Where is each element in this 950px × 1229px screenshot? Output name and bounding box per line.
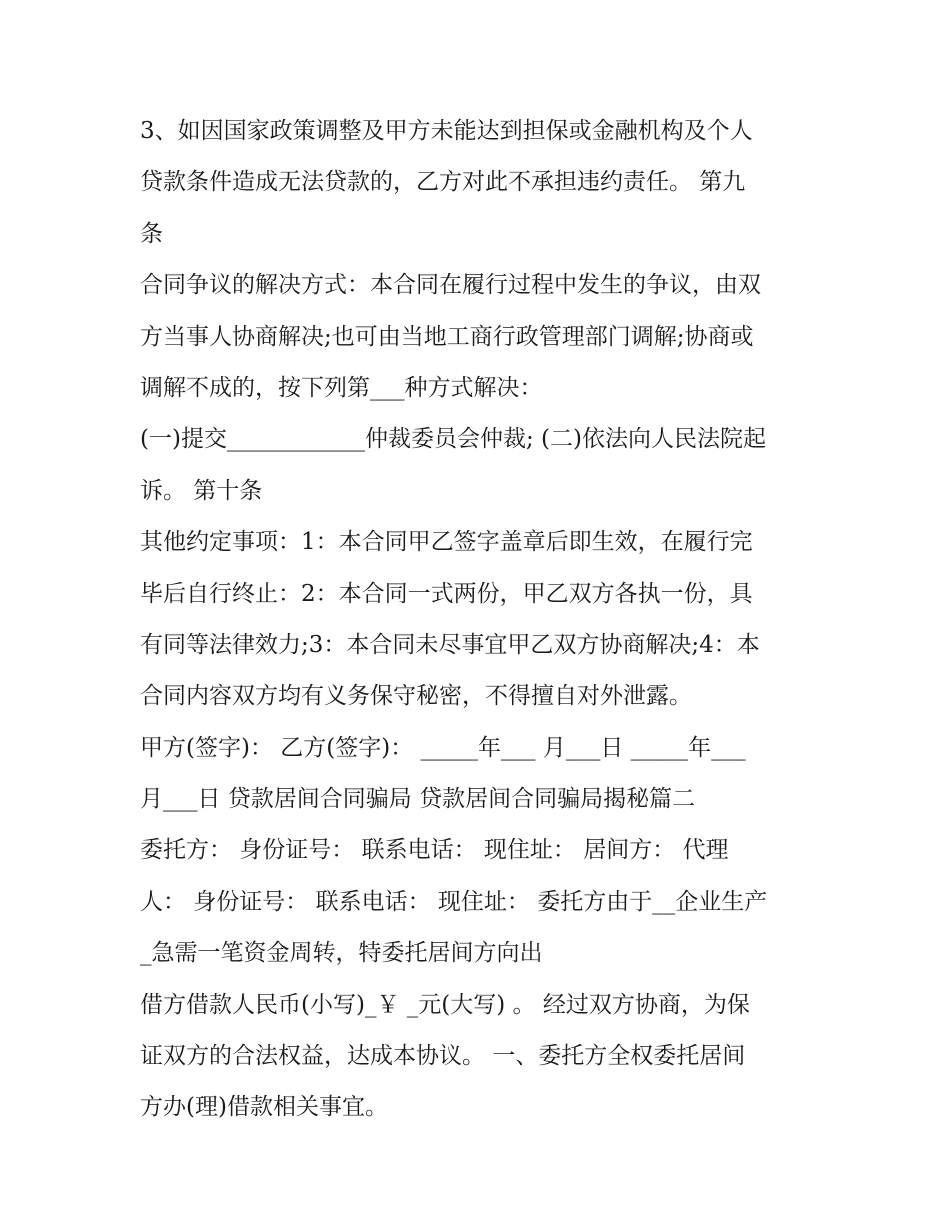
document-body [140,106,830,1134]
text-line: 委托方： 身份证号： 联系电话： 现住址： 居间方： 代理 [140,837,729,864]
text-line: 贷款条件造成无法贷款的，乙方对此不承担违约责任。 第九 [140,169,746,196]
text-line: 调解不成的，按下列第___种方式解决： [140,374,543,401]
text-line: 借方借款人民币(小写)_￥ _元(大写) 。 经过双方协商，为保 [140,991,750,1018]
text-line: 方办(理)借款相关事宜。 [140,1094,388,1121]
text-line: 合同争议的解决方式：本合同在履行过程中发生的争议，由双 [140,272,761,299]
text-line: 合同内容双方均有义务保守秘密，不得擅自对外泄露。 [140,683,692,710]
text-line: 方当事人协商解决;也可由当地工商行政管理部门调解;协商或 [140,323,754,350]
text-line: 3、如因国家政策调整及甲方未能达到担保或金融机构及个人 [140,118,753,144]
text-line: _急需一笔资金周转，特委托居间方向出 [140,940,543,967]
text-line: 甲方(签字)： 乙方(签字)： _____年___ 月___日 _____年___ [140,734,746,761]
text-line: 毕后自行终止：2：本合同一式两份，甲乙双方各执一份，具 [140,580,753,607]
text-line: (一)提交____________仲裁委员会仲裁; (二)依法向人民法院起 [140,426,766,453]
text-line: 诉。 第十条 [140,477,263,504]
text-line: 人： 身份证号： 联系电话： 现住址： 委托方由于__企业生产 [140,888,768,915]
text-line: 条 [140,220,163,247]
text-line: 其他约定事项：1：本合同甲乙签字盖章后即生效，在履行完 [140,529,753,556]
text-line: 月___日 贷款居间合同骗局 贷款居间合同骗局揭秘篇二 [140,786,696,813]
text-line: 有同等法律效力;3：本合同未尽事宜甲乙双方协商解决;4：本 [140,631,760,658]
text-line: 证双方的合法权益，达成本协议。 一、委托方全权委托居间 [140,1043,746,1070]
